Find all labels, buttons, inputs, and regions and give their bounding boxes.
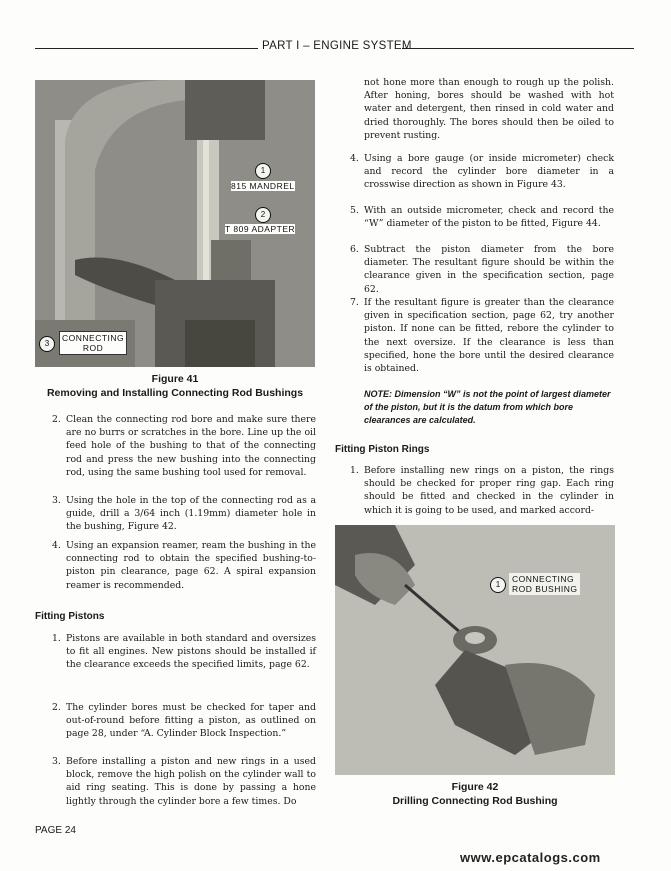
callout-connecting-rod-bushing: [509, 573, 580, 595]
right-step-4-number: 4.: [350, 153, 359, 164]
figure-41-number: Figure 41: [151, 373, 199, 385]
figure-41-title: Removing and Installing Connecting Rod Bushings: [46, 387, 304, 399]
left-step-3-number: 3.: [52, 495, 61, 506]
pistons-step-3: [52, 755, 316, 808]
figure-42-photo: [335, 525, 615, 775]
callout-connecting-rod-line2: ROD: [82, 343, 104, 353]
figure-41-photo: [35, 80, 315, 367]
callout-number-1: 1: [255, 163, 271, 179]
left-step-3-text: Using the hole in the top of the connecting rod as a guide, drill a 3/64 inch (1.19mm) diameter hole in the bushing, Figure 42.: [66, 495, 316, 533]
right-step-6-number: 6.: [350, 244, 359, 255]
left-step-2: [52, 413, 316, 479]
rings-step-1: [350, 464, 614, 517]
note-dimension-w: NOTE: Dimension “W” is not the point of largest diameter of the piston, but it is the datum from which bore clearances are calculated.: [364, 389, 611, 426]
right-continued-text: not hone more than enough to rough up the polish. After honing, bores should be washed with hot water and detergent, then rinsed in cold water and dried thoroughly. The bores should then be oiled to prevent rusting.: [364, 77, 614, 141]
left-step-4-text: Using an expansion reamer, ream the bushing in the connecting rod to obtain the specified bushing-to-piston pin clearance, page 62. A spiral expansion reamer is recommended.: [66, 540, 316, 591]
left-step-2-number: 2.: [52, 414, 61, 425]
callout-connecting-rod-line1: CONNECTING: [62, 333, 125, 343]
rings-step-1-text: Before installing new rings on a piston, the rings should be checked for proper ring gap. Each ring should be fitted and checked in the cylinder in which it is going to be used, and marked accord-: [364, 465, 614, 516]
callout-815-mandrel: 815 MANDREL: [231, 181, 295, 191]
right-step-6: [350, 243, 614, 296]
callout-number-3: 3: [39, 336, 55, 352]
pistons-step-1: [52, 632, 316, 672]
callout-t809-adapter: T 809 ADAPTER: [225, 224, 296, 234]
callout-connecting-rod: [59, 331, 127, 355]
right-step-4: [350, 152, 614, 192]
callout-bushing-line2: ROD BUSHING: [512, 584, 578, 594]
rings-step-1-number: 1.: [350, 465, 359, 476]
header-rule-right: [402, 48, 634, 49]
page-number: PAGE 24: [35, 825, 76, 836]
pistons-step-2-text: The cylinder bores must be checked for taper and out-of-round before fitting a piston, as outlined on page 28, under “A. Cylinder Block Inspection.”: [66, 702, 316, 740]
left-step-2-text: Clean the connecting rod bore and make sure there are no burrs or scratches in the bore. Line up the oil feed hole of the bushing to that of the connecting rod and press the new bushing into the connecting rod, using the same bushing tool used for removal.: [66, 414, 316, 478]
page-header-title: PART I – ENGINE SYSTEM: [258, 40, 416, 52]
pistons-step-2: [52, 701, 316, 741]
right-step-4-text: Using a bore gauge (or inside micrometer) check and record the cylinder bore diameter in a crosswise direction as shown in Figure 43.: [364, 153, 614, 191]
heading-fitting-pistons: Fitting Pistons: [35, 611, 105, 622]
left-step-4: [52, 539, 316, 592]
right-step-7-number: 7.: [350, 297, 359, 308]
figure-42-caption: [335, 780, 615, 808]
header-rule-left: [35, 48, 262, 49]
fig42-callout-number-1: 1: [490, 577, 506, 593]
callout-number-2: 2: [255, 207, 271, 223]
left-step-4-number: 4.: [52, 540, 61, 551]
left-step-3: [52, 494, 316, 534]
website-watermark: www.epcatalogs.com: [460, 850, 601, 865]
pistons-step-1-number: 1.: [52, 633, 61, 644]
heading-fitting-piston-rings: Fitting Piston Rings: [335, 444, 430, 455]
right-step-7-text: If the resultant figure is greater than the clearance given in specification section, page 62, try another piston. If none can be fitted, rebore the cylinder to the next oversize. If the clearance is less than specified, hone the bore until the desired clearance is obtained.: [364, 297, 614, 375]
pistons-step-1-text: Pistons are available in both standard and oversizes to fit all engines. New pistons should be installed if the clearance exceeds the specified limits, page 62.: [66, 633, 316, 671]
pistons-step-3-text: Before installing a piston and new rings in a used block, remove the high polish on the cylinder wall to aid ring seating. This is done by passing a hone lightly through the cylinder bore a few times. Do: [66, 756, 316, 807]
drill-illustration: [335, 525, 615, 775]
right-step-6-text: Subtract the piston diameter from the bore diameter. The resultant figure should be within the clearance given in the specification section, page 62.: [364, 244, 614, 295]
pistons-step-3-number: 3.: [52, 756, 61, 767]
right-step-5-number: 5.: [350, 205, 359, 216]
right-step-7: [350, 296, 614, 375]
right-step-5-text: With an outside micrometer, check and record the “W” diameter of the piston to be fitted, Figure 44.: [364, 205, 614, 230]
figure-42-title: Drilling Connecting Rod Bushing: [392, 795, 558, 807]
callout-bushing-line1: CONNECTING: [512, 574, 575, 584]
figure-41-caption: [35, 372, 315, 400]
right-step-5: [350, 204, 614, 230]
figure-42-number: Figure 42: [451, 781, 499, 793]
pistons-step-2-number: 2.: [52, 702, 61, 713]
